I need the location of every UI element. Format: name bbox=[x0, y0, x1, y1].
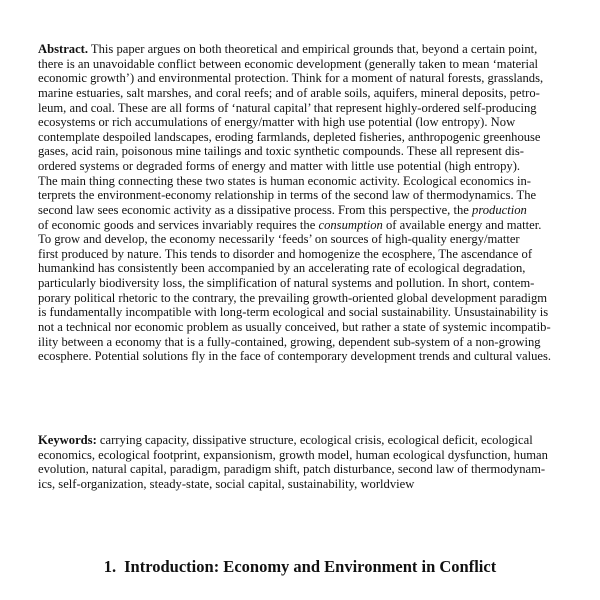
abstract-line: first produced by nature. This tends to disorder and homogenize the ecosphere, The ascendance of bbox=[38, 246, 533, 261]
abstract-line: leum, and coal. These are all forms of ‘natural capital’ that represent highly-ordered self-producing bbox=[38, 100, 537, 115]
emphasis-consumption: consumption bbox=[318, 217, 383, 232]
abstract-line: porary political rhetoric to the contrary, the prevailing growth-oriented global development paradigm bbox=[38, 290, 548, 305]
abstract-line: gases, acid rain, poisonous mine tailings and toxic synthetic compounds. These all represent dis- bbox=[38, 144, 524, 159]
emphasis-production: production bbox=[472, 202, 527, 217]
abstract-line: economic growth’) and environmental protection. Think for a moment of natural forests, grasslands, bbox=[38, 71, 544, 86]
abstract-text: This paper argues on both theoretical and empirical grounds that, beyond a certain point, bbox=[88, 42, 538, 56]
abstract-line: is fundamentally incompatible with long-term ecological and social sustainability. Unsustainability is bbox=[38, 305, 549, 320]
keywords-line: economics, ecological footprint, expansionism, growth model, human ecological dysfunction, human bbox=[38, 447, 548, 462]
abstract-line: ordered systems or degraded forms of energy and matter with little use potential (high entropy). bbox=[38, 159, 521, 173]
section-number: 1. bbox=[103, 557, 117, 576]
keywords-block bbox=[38, 433, 600, 492]
keywords-line bbox=[38, 433, 600, 448]
abstract-line: humankind has consistently been accompanied by an accelerating rate of ecological degradation, bbox=[38, 261, 526, 276]
section-title: Introduction: Economy and Environment in Conflict bbox=[124, 557, 497, 576]
abstract-line: there is an unavoidable conflict between economic development (generally taken to mean ‘material bbox=[38, 56, 539, 71]
abstract-line: To grow and develop, the economy necessarily ‘feeds’ on sources of high-quality energy/matter bbox=[38, 232, 520, 247]
abstract-line: marine estuaries, salt marshes, and coral reefs; and of arable soils, aquifers, mineral deposits, petro- bbox=[38, 85, 540, 100]
keywords-line: evolution, natural capital, paradigm, paradigm shift, patch disturbance, second law of thermodynam- bbox=[38, 462, 546, 477]
abstract-line bbox=[38, 203, 600, 218]
section-heading bbox=[0, 557, 600, 577]
cut-off-text-fragment bbox=[38, 592, 158, 600]
abstract-line: ecosphere. Potential solutions fly in the face of contemporary development trends and cultural values. bbox=[38, 349, 552, 364]
abstract-line: terprets the environment-economy relationship in terms of the second law of thermodynamics. The bbox=[38, 188, 537, 203]
abstract-label: Abstract. bbox=[38, 42, 89, 56]
abstract-line: The main thing connecting these two states is human economic activity. Ecological economics in- bbox=[38, 173, 532, 188]
abstract-line: not a technical nor economic problem as usually conceived, but rather a state of systemic incompatib- bbox=[38, 319, 551, 334]
abstract-line: ility between a economy that is a fully-contained, growing, dependent sub-system of a non-growing bbox=[38, 334, 541, 349]
abstract-text: of available energy and matter. bbox=[382, 217, 542, 232]
keywords-label: Keywords: bbox=[38, 433, 97, 447]
abstract-block bbox=[38, 42, 600, 364]
abstract-line: ecosystems or rich accumulations of energy/matter with high use potential (low entropy). Now bbox=[38, 115, 516, 130]
abstract-text: second law sees economic activity as a dissipative process. From this perspective, the bbox=[38, 202, 473, 217]
abstract-line bbox=[38, 42, 600, 57]
keywords-text: carrying capacity, dissipative structure, ecological crisis, ecological deficit, ecological bbox=[96, 433, 533, 447]
abstract-line: contemplate despoiled landscapes, eroding farmlands, depleted fisheries, anthropogenic greenhouse bbox=[38, 129, 541, 144]
abstract-text: of economic goods and services invariably requires the bbox=[38, 217, 319, 232]
abstract-line bbox=[38, 218, 600, 233]
abstract-line: particularly biodiversity loss, the simplification of natural systems and pollution. In short, contem- bbox=[38, 276, 535, 290]
keywords-line: ics, self-organization, steady-state, social capital, sustainability, worldview bbox=[38, 476, 415, 491]
